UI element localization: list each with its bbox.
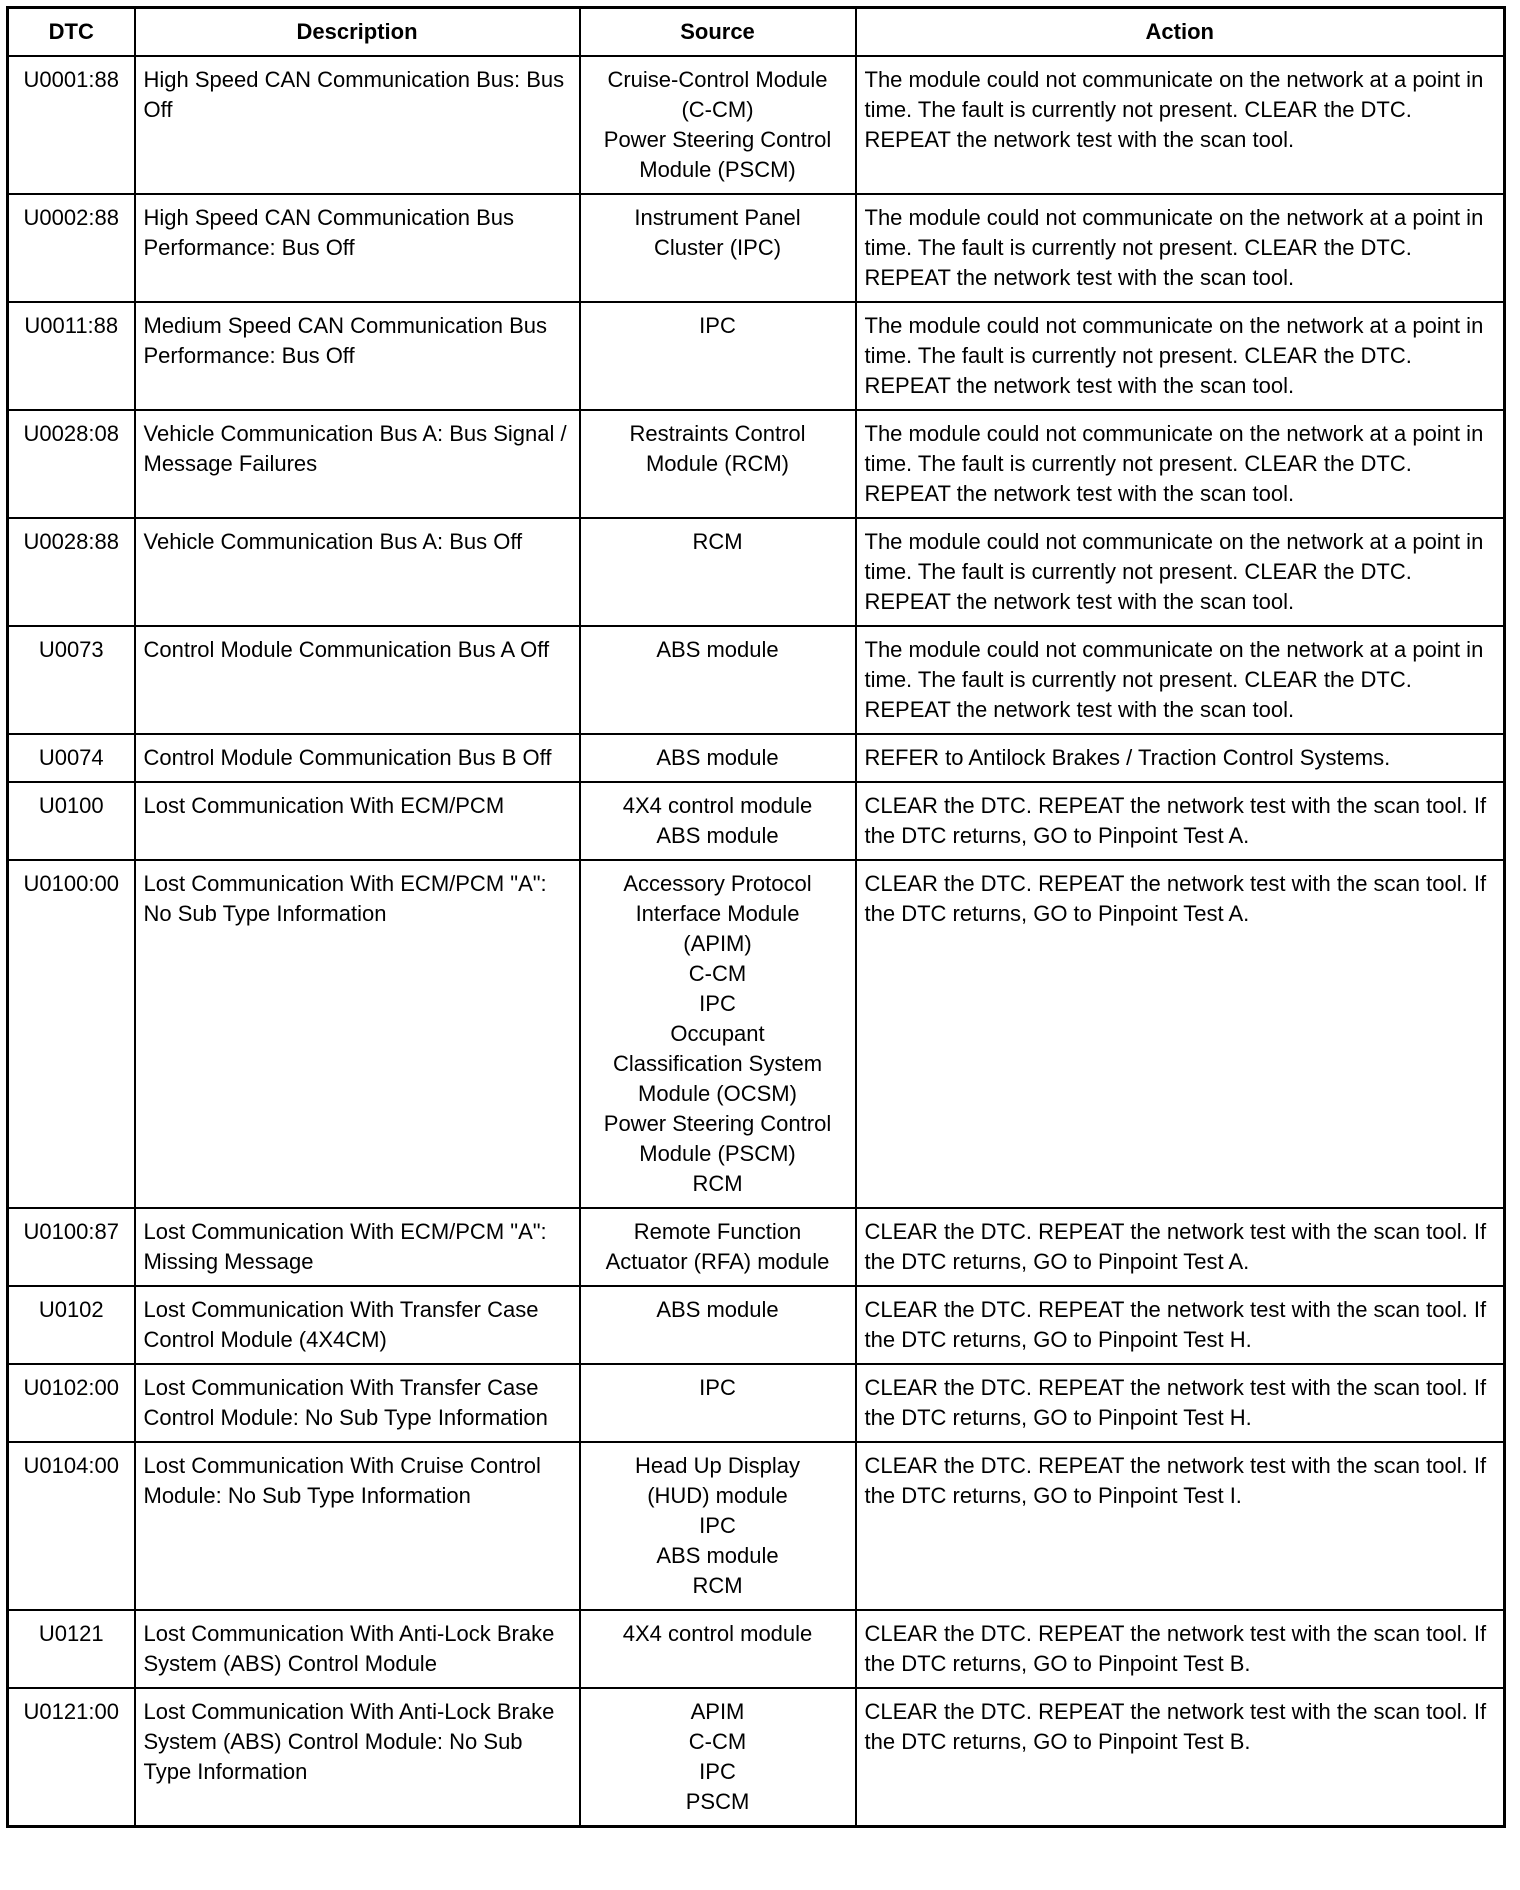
source-line: Restraints Control [629,421,806,446]
dtc-cell: U0100:87 [8,1208,135,1286]
source-line: Module (RCM) [645,451,790,476]
action-cell: The module could not communicate on the network at a point in time. The fault is currently not present. CLEAR the DTC. REPEAT the network test with the scan tool. [856,194,1505,302]
source-line: Head Up Display [634,1453,801,1478]
description-cell: Lost Communication With ECM/PCM "A": Missing Message [135,1208,580,1286]
dtc-cell: U0011:88 [8,302,135,410]
description-cell: Lost Communication With Transfer Case Control Module: No Sub Type Information [135,1364,580,1442]
dtc-cell: U0073 [8,626,135,734]
source-cell [580,518,856,626]
table-row [8,56,1505,194]
description-cell: Control Module Communication Bus B Off [135,734,580,782]
source-line: Cruise-Control Module [607,67,828,92]
table-row [8,626,1505,734]
description-cell: Lost Communication With Cruise Control Module: No Sub Type Information [135,1442,580,1610]
source-line: RCM [692,1171,743,1196]
source-line: IPC [699,313,736,338]
description-cell: High Speed CAN Communication Bus Performance: Bus Off [135,194,580,302]
description-cell: Lost Communication With Anti-Lock Brake System (ABS) Control Module [135,1610,580,1688]
table-body [8,56,1505,1827]
header-source: Source [580,8,856,57]
source-line: (C-CM) [681,97,754,122]
description-cell: Vehicle Communication Bus A: Bus Off [135,518,580,626]
source-line: (APIM) [683,931,752,956]
source-line: Module (OCSM) [638,1081,797,1106]
action-cell: CLEAR the DTC. REPEAT the network test with the scan tool. If the DTC returns, GO to Pinpoint Test A. [856,1208,1505,1286]
source-cell [580,734,856,782]
dtc-cell: U0104:00 [8,1442,135,1610]
action-cell: CLEAR the DTC. REPEAT the network test with the scan tool. If the DTC returns, GO to Pinpoint Test A. [856,860,1505,1208]
source-cell [580,1610,856,1688]
source-line: IPC [699,1513,736,1538]
source-line: Module (PSCM) [639,157,796,182]
source-cell [580,1442,856,1610]
description-cell: Lost Communication With Transfer Case Control Module (4X4CM) [135,1286,580,1364]
dtc-table [6,6,1506,1828]
dtc-cell: U0002:88 [8,194,135,302]
source-cell [580,1688,856,1827]
source-line: C-CM [688,1729,747,1754]
action-cell: REFER to Antilock Brakes / Traction Control Systems. [856,734,1505,782]
action-cell: CLEAR the DTC. REPEAT the network test with the scan tool. If the DTC returns, GO to Pinpoint Test A. [856,782,1505,860]
source-cell [580,1208,856,1286]
source-line: IPC [699,1375,736,1400]
header-action: Action [856,8,1505,57]
table-row [8,1688,1505,1827]
table-row [8,194,1505,302]
source-line: ABS module [656,745,779,770]
source-cell [580,626,856,734]
source-line: Power Steering Control [603,127,832,152]
source-line: Interface Module [635,901,800,926]
source-cell [580,860,856,1208]
source-line: 4X4 control module [622,1621,813,1646]
dtc-cell: U0100:00 [8,860,135,1208]
source-line: Remote Function [633,1219,802,1244]
source-line: (HUD) module [647,1483,788,1508]
source-line: RCM [692,1573,743,1598]
source-line: ABS module [656,823,779,848]
source-line: Classification System [612,1051,823,1076]
header-dtc: DTC [8,8,135,57]
action-cell: CLEAR the DTC. REPEAT the network test with the scan tool. If the DTC returns, GO to Pinpoint Test H. [856,1364,1505,1442]
description-cell: Vehicle Communication Bus A: Bus Signal / Message Failures [135,410,580,518]
action-cell: CLEAR the DTC. REPEAT the network test with the scan tool. If the DTC returns, GO to Pinpoint Test B. [856,1688,1505,1827]
dtc-cell: U0100 [8,782,135,860]
dtc-cell: U0028:08 [8,410,135,518]
table-row [8,1208,1505,1286]
table-row [8,1364,1505,1442]
dtc-cell: U0102:00 [8,1364,135,1442]
source-cell [580,56,856,194]
header-description: Description [135,8,580,57]
action-cell: The module could not communicate on the network at a point in time. The fault is currently not present. CLEAR the DTC. REPEAT the network test with the scan tool. [856,56,1505,194]
description-cell: Control Module Communication Bus A Off [135,626,580,734]
table-row [8,518,1505,626]
source-line: RCM [692,529,743,554]
dtc-cell: U0121:00 [8,1688,135,1827]
action-cell: CLEAR the DTC. REPEAT the network test with the scan tool. If the DTC returns, GO to Pinpoint Test H. [856,1286,1505,1364]
table-row [8,782,1505,860]
table-row [8,302,1505,410]
action-cell: CLEAR the DTC. REPEAT the network test with the scan tool. If the DTC returns, GO to Pinpoint Test I. [856,1442,1505,1610]
source-line: Accessory Protocol [623,871,812,896]
source-cell [580,410,856,518]
table-row [8,1610,1505,1688]
source-line: Module (PSCM) [639,1141,796,1166]
source-line: Cluster (IPC) [653,235,782,260]
dtc-cell: U0028:88 [8,518,135,626]
action-cell: CLEAR the DTC. REPEAT the network test with the scan tool. If the DTC returns, GO to Pinpoint Test B. [856,1610,1505,1688]
dtc-cell: U0121 [8,1610,135,1688]
action-cell: The module could not communicate on the network at a point in time. The fault is currently not present. CLEAR the DTC. REPEAT the network test with the scan tool. [856,626,1505,734]
source-line: Occupant [670,1021,765,1046]
source-line: C-CM [688,961,747,986]
table-row [8,860,1505,1208]
source-line: PSCM [685,1789,750,1814]
source-line: ABS module [656,637,779,662]
source-line: Instrument Panel [634,205,801,230]
source-line: IPC [699,991,736,1016]
source-cell [580,194,856,302]
description-cell: Lost Communication With ECM/PCM "A": No Sub Type Information [135,860,580,1208]
source-cell [580,1286,856,1364]
dtc-cell: U0001:88 [8,56,135,194]
table-row [8,1286,1505,1364]
description-cell: Lost Communication With ECM/PCM [135,782,580,860]
action-cell: The module could not communicate on the network at a point in time. The fault is currently not present. CLEAR the DTC. REPEAT the network test with the scan tool. [856,302,1505,410]
description-cell: Medium Speed CAN Communication Bus Performance: Bus Off [135,302,580,410]
source-line: IPC [699,1759,736,1784]
source-cell [580,302,856,410]
table-row [8,1442,1505,1610]
source-line: ABS module [656,1297,779,1322]
source-line: Actuator (RFA) module [605,1249,830,1274]
description-cell: High Speed CAN Communication Bus: Bus Off [135,56,580,194]
source-line: ABS module [656,1543,779,1568]
dtc-cell: U0074 [8,734,135,782]
table-row [8,410,1505,518]
action-cell: The module could not communicate on the network at a point in time. The fault is currently not present. CLEAR the DTC. REPEAT the network test with the scan tool. [856,410,1505,518]
source-cell [580,1364,856,1442]
dtc-cell: U0102 [8,1286,135,1364]
source-line: Power Steering Control [603,1111,832,1136]
source-cell [580,782,856,860]
header-row [8,8,1505,57]
table-row [8,734,1505,782]
description-cell: Lost Communication With Anti-Lock Brake System (ABS) Control Module: No Sub Type Information [135,1688,580,1827]
action-cell: The module could not communicate on the network at a point in time. The fault is currently not present. CLEAR the DTC. REPEAT the network test with the scan tool. [856,518,1505,626]
source-line: 4X4 control module [622,793,813,818]
source-line: APIM [690,1699,745,1724]
